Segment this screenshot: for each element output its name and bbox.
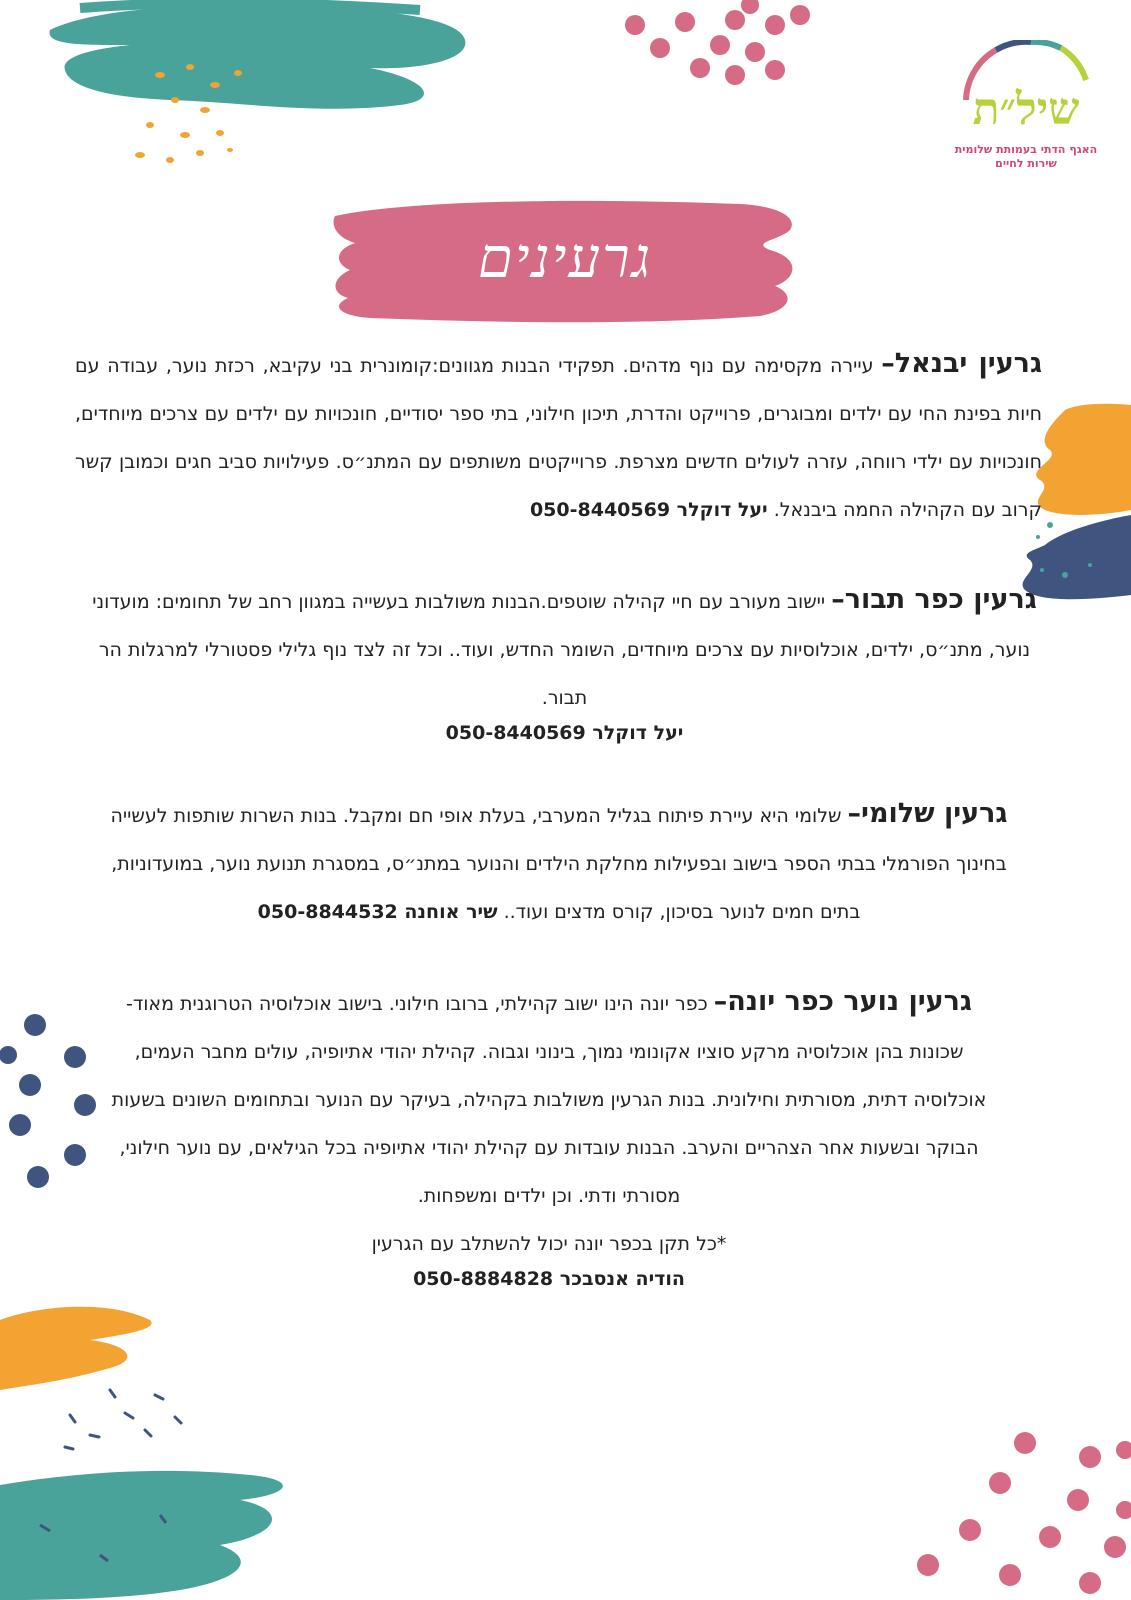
logo-name: שיל״ת [972, 84, 1080, 135]
section-heading: גרעין כפר תבור– [831, 584, 1037, 615]
teal-brush-bottom-left [0, 1465, 300, 1600]
section-shlomi [75, 790, 1050, 936]
section-body: יישוב מעורב עם חיי קהילה שוטפים.הבנות משולבות בעשייה במגוון רחב של תחומים: מועדוני נוער, מתנ״ס, ילדים, אוכלוסיות עם צרכים מיוחדים, השומר החדש, ועוד.. וכל זה לצד נוף גלילי פסטורלי למרגלות הר תבור. [92, 591, 1031, 709]
section-body: כפר יונה הינו ישוב קהילתי, ברובו חילוני. בישוב אוכלוסיה הטרוגנית מאוד- שכונות בהן אוכלוסיה מרקע סוציו אקונומי נמוך, בינוני וגבוה. קהילת יהודי אתיופיה, עולים מחבר העמים, אוכלוסיה דתית, מסורתית וחילונית. בנות הגרעין משולבות בקהילה, בעיקר עם הנוער ובתחומים השונים בשעות הבוקר ובשעות אחר הצהריים והערב. הבנות עובדות עם קהילת יהודי אתיופיה בכל הגילאים, עם נוער חילוני, מסורתי ודתי. וכן ילדים ומשפחות. [111, 993, 987, 1207]
section-body: עיירה מקסימה עם נוף מדהים. תפקידי הבנות מגוונים:קומונרית בני עקיבא, רכזת נוער, עבודה עם חיות בפינת החי עם ילדים ומבוגרים, פרוייקט והדרת, תיכון חילוני, בתי ספר יסודיים, חונכויות עם ילדים עם צרכים מיוחדים, חונכויות עם ילדי רווחה, עזרה לעולים חדשים מצרפת. פרוייקטים משותפים עם המתנ״ס. פעילויות סביב חגים וכמובן קשר קרוב עם הקהילה החמה ביבנאל. [75, 355, 1042, 521]
logo-subtitle-slogan: שירות לחיים [995, 157, 1057, 171]
section-paragraph [100, 978, 998, 1220]
section-contact: הודיה אנסבכר 050-8884828 [413, 1268, 685, 1290]
section-paragraph [75, 340, 1042, 534]
page-title-banner [330, 198, 800, 326]
section-heading: גרעין יבנאל– [881, 348, 1043, 379]
section-paragraph [103, 790, 1015, 936]
navy-dashes-bottom-left [55, 1385, 195, 1455]
shilat-logo [951, 40, 1101, 180]
garinim-content [75, 340, 1050, 1336]
section-kfar-tavor [75, 576, 1050, 748]
section-note: *כל תקן בכפר יונה יכול להשתלב עם הגרעין [371, 1233, 727, 1255]
section-contact: יעל דוקלר 050-8440569 [529, 499, 768, 521]
section-contact: שיר אוחנה 050-8844532 [257, 901, 498, 923]
logo-subtitle-organization: האגף הדתי בעמותת שלומית [954, 143, 1098, 156]
pink-dots-top [625, 0, 825, 95]
section-body: שלומי היא עיירת פיתוח בגליל המערבי, בעלת אופי חם ומקבל. בנות השרות שותפות לעשייה בחינוך הפורמלי בבתי הספר בישוב ובפעילות מחלקת הילדים והנוער במתנ״ס, במסגרת תנועת נוער, במועדוניות, בתים חמים לנוער בסיכון, קורס מדצים ועוד.. [110, 805, 1007, 923]
section-yavniel [75, 340, 1050, 534]
section-heading: גרעין שלומי– [847, 798, 1008, 829]
section-paragraph [87, 576, 1042, 722]
section-heading: גרעין נוער כפר יונה– [713, 986, 972, 1017]
pink-dots-bottom-right [900, 1425, 1131, 1600]
section-contact: יעל דוקלר 050-8440569 [445, 722, 684, 744]
section-kfar-yona [75, 978, 1050, 1294]
page-title: גרעינים [477, 226, 653, 291]
orange-dots-top-left [120, 55, 270, 170]
